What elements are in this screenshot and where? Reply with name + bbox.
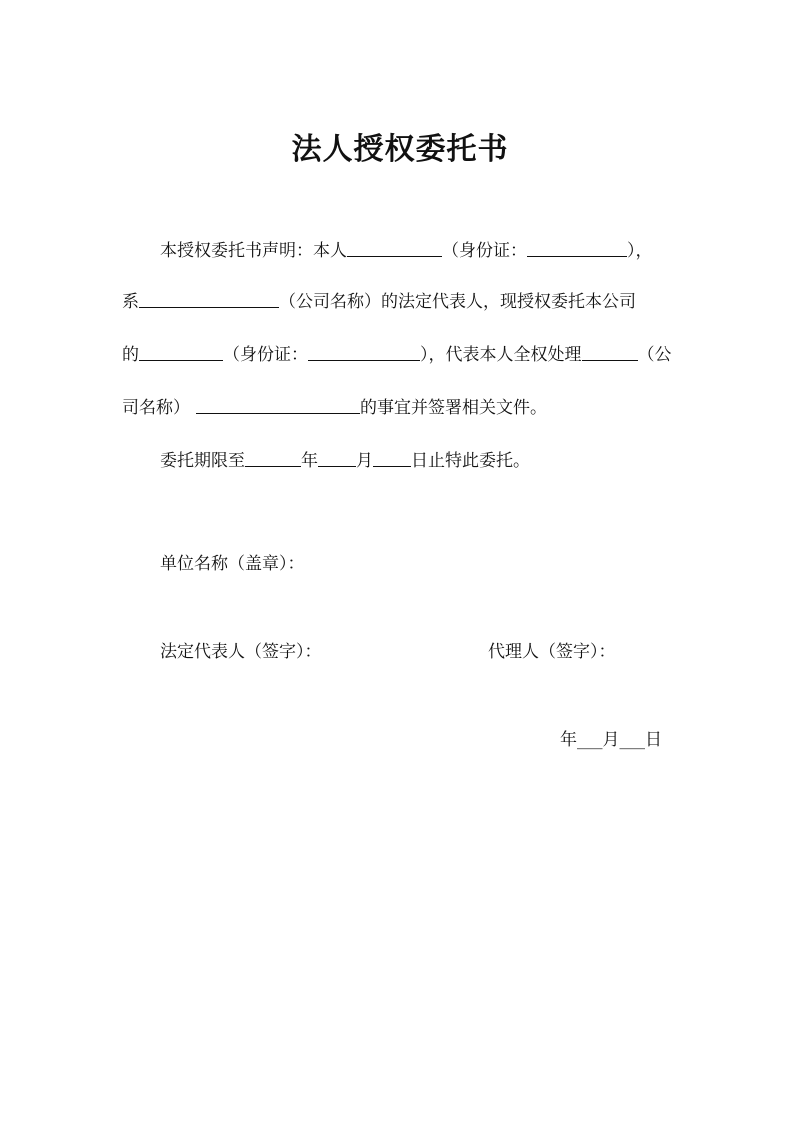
term-line: [160, 448, 530, 473]
month-label: 月: [356, 451, 373, 471]
statement-text: 系: [122, 292, 139, 312]
statement-text: 的: [122, 345, 139, 365]
company-name-blank[interactable]: [139, 289, 279, 308]
statement-text: 司名称）: [122, 398, 190, 418]
matter-blank[interactable]: [196, 395, 360, 414]
agent-name-blank[interactable]: [139, 342, 223, 361]
statement-line-1: [160, 238, 653, 263]
term-month-blank[interactable]: [318, 448, 356, 467]
statement-line-2: [122, 289, 636, 314]
year-label: 年: [301, 451, 318, 471]
unit-seal-label: 单位名称（盖章）：: [160, 554, 305, 574]
agent-signature-label: 代理人（签字）：: [488, 642, 616, 662]
id-label: （身份证：: [223, 345, 308, 365]
statement-line-4: [122, 395, 547, 420]
statement-text: 的事宜并签署相关文件。: [360, 398, 547, 418]
term-day-blank[interactable]: [373, 448, 411, 467]
principal-name-blank[interactable]: [347, 238, 442, 257]
agent-id-blank[interactable]: [308, 342, 420, 361]
day-label: 日止特此委托。: [411, 451, 530, 471]
document-title: 法人授权委托书: [291, 132, 509, 167]
id-label: （身份证：: [442, 241, 527, 261]
legal-rep-signature-label: 法定代表人（签字）：: [160, 642, 322, 662]
statement-text: ），代表本人全权处理: [420, 345, 582, 365]
punctuation: ），: [627, 241, 653, 261]
statement-text: 本授权委托书声明：本人: [160, 241, 347, 261]
principal-id-blank[interactable]: [527, 238, 627, 257]
statement-line-3: [122, 342, 672, 367]
statement-text: （公司名称）的法定代表人，现授权委托本公司: [279, 292, 636, 312]
date-line: 年___月___日: [560, 730, 662, 750]
statement-text: （公: [637, 345, 672, 365]
target-company-blank-1[interactable]: [582, 342, 638, 361]
term-label: 委托期限至: [160, 451, 245, 471]
term-year-blank[interactable]: [245, 448, 301, 467]
